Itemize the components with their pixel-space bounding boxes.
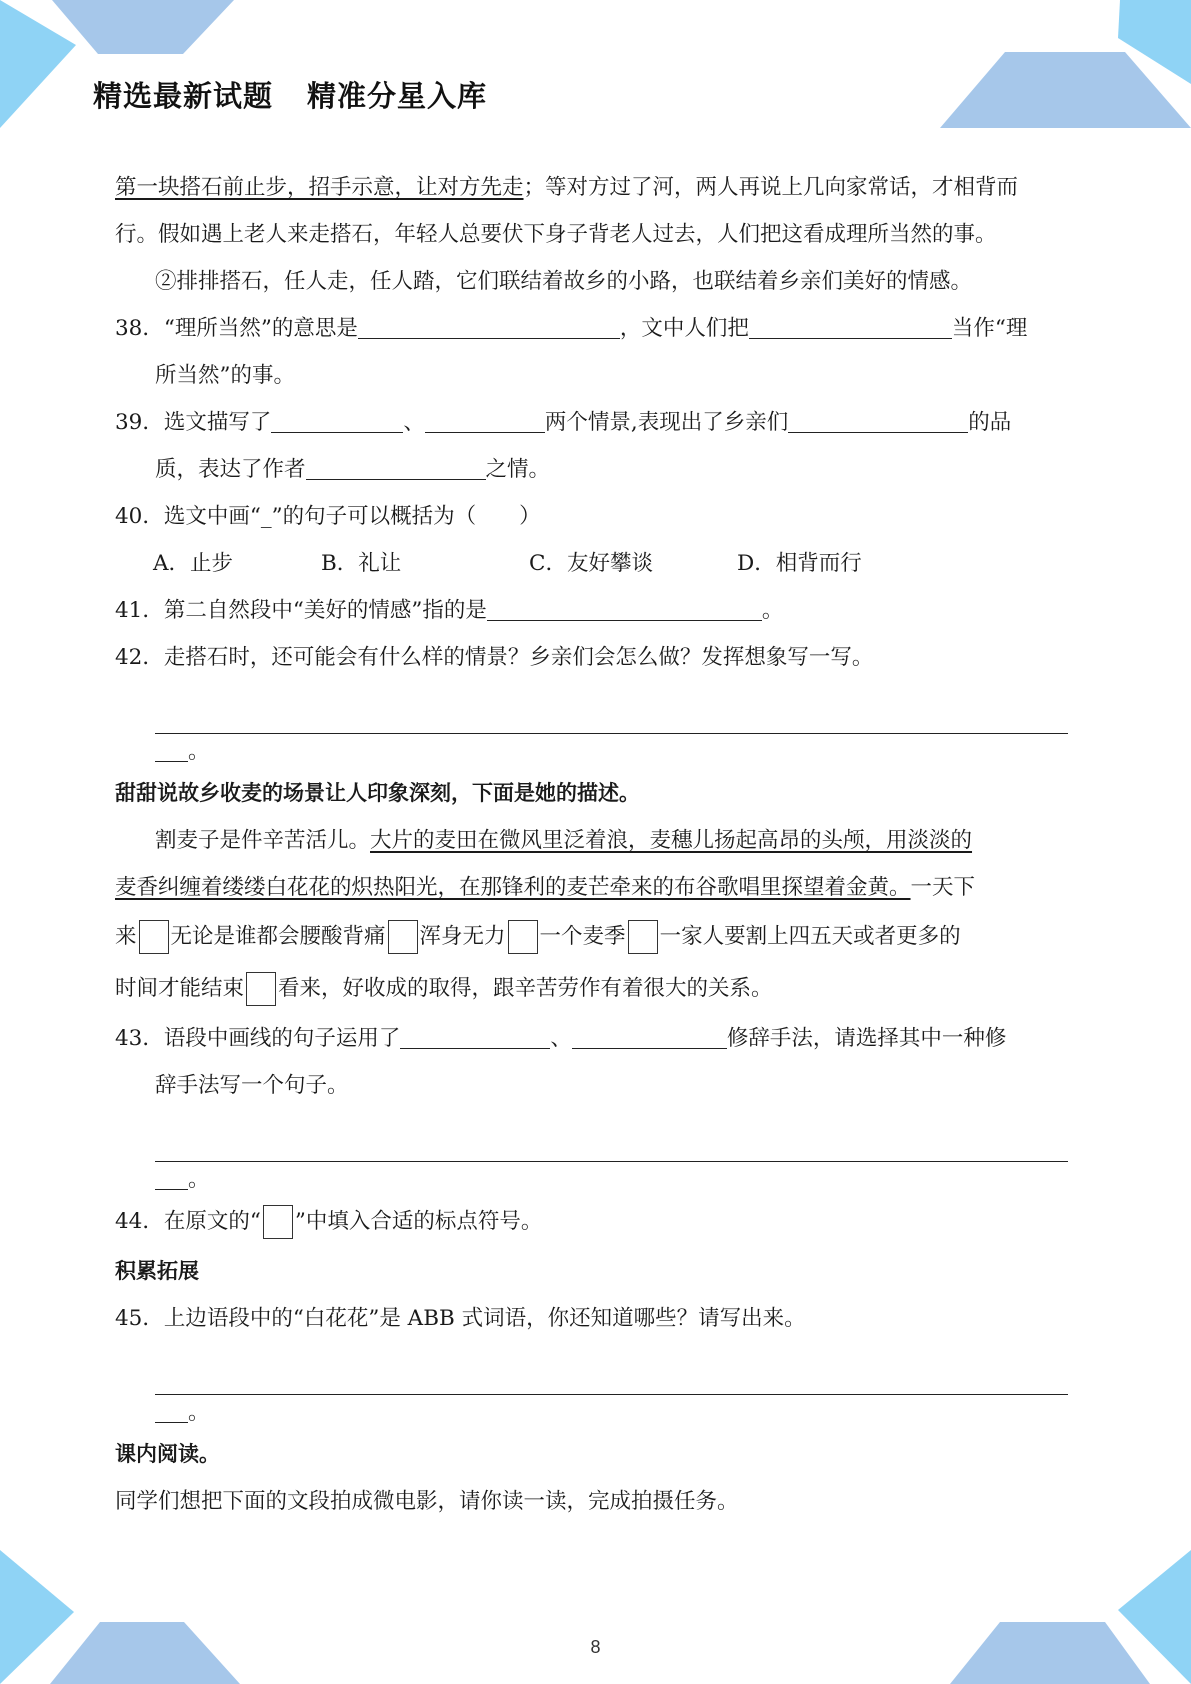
answer-line-end: 。 — [115, 734, 1075, 764]
answer-blank[interactable] — [788, 408, 968, 433]
answer-line-end: 。 — [115, 1395, 1075, 1425]
page-content — [115, 164, 1075, 1525]
section-title-4: 课内阅读。 — [115, 1442, 220, 1466]
underlined-sentence: 第一块搭石前止步，招手示意，让对方先走 — [115, 175, 524, 200]
answer-line[interactable] — [155, 1342, 1068, 1395]
answer-line-end: 。 — [115, 1162, 1075, 1192]
punctuation-box[interactable] — [246, 972, 276, 1006]
answer-line[interactable] — [155, 681, 1068, 734]
top-right-trapezoid — [940, 52, 1191, 128]
option-a[interactable]: A．止步 — [153, 551, 234, 576]
passage2-line2: 麦香纠缠着缕缕白花花的炽热阳光，在那锋利的麦芒牵来的布谷歌唱里探望着金黄。一天下 — [115, 875, 976, 900]
underlined-sentence: 麦香纠缠着缕缕白花花的炽热阳光，在那锋利的麦芒牵来的布谷歌唱里探望着金黄。 — [115, 875, 911, 900]
passage1-line3: ②排排搭石，任人走，任人踏，它们联结着故乡的小路，也联结着乡亲们美好的情感。 — [155, 269, 973, 294]
answer-blank[interactable] — [155, 1165, 188, 1190]
intro-text: 同学们想把下面的文段拍成微电影，请你读一读，完成拍摄任务。 — [115, 1489, 739, 1514]
page-header — [93, 74, 487, 115]
section-title-2: 甜甜说故乡收麦的场景让人印象深刻，下面是她的描述。 — [115, 781, 640, 805]
question-43: 43．语段中画线的句子运用了 、 修辞手法，请选择其中一种修 — [115, 1026, 1007, 1051]
option-d[interactable]: D．相背而行 — [737, 551, 862, 576]
punctuation-box[interactable] — [388, 920, 418, 954]
option-c[interactable]: C．友好攀谈 — [529, 551, 653, 576]
question-42: 42．走搭石时，还可能会有什么样的情景？乡亲们会怎么做？发挥想象写一写。 — [115, 645, 874, 670]
answer-blank[interactable] — [358, 314, 620, 339]
top-left-triangle — [0, 0, 76, 128]
question-44: 44．在原文的“ ”中填入合适的标点符号。 — [115, 1196, 1075, 1248]
question-41: 41．第二自然段中“美好的情感”指的是 。 — [115, 598, 784, 623]
answer-blank[interactable] — [749, 314, 952, 339]
question-38: 38．“理所当然”的意思是 ，文中人们把 当作“理 — [115, 316, 1028, 341]
question-39: 39．选文描写了 、 两个情景,表现出了乡亲们 的品 — [115, 410, 1012, 435]
question-45: 45．上边语段中的“白花花”是 ABB 式词语，你还知道哪些？请写出来。 — [115, 1306, 806, 1331]
page-number: 8 — [590, 1637, 601, 1657]
question-40-options — [115, 540, 1075, 587]
underlined-sentence: 大片的麦田在微风里泛着浪，麦穗儿扬起高昂的头颅，用淡淡的 — [370, 828, 973, 853]
answer-blank[interactable] — [271, 408, 403, 433]
punctuation-box[interactable] — [263, 1205, 293, 1239]
option-b[interactable]: B．礼让 — [321, 551, 402, 576]
question-38-cont: 所当然”的事。 — [155, 363, 295, 388]
passage2-line4: 时间才能结束 看来，好收成的取得，跟辛苦劳作有着很大的关系。 — [115, 963, 1075, 1015]
answer-line[interactable] — [155, 1109, 1068, 1162]
punctuation-box[interactable] — [139, 920, 169, 954]
section-title-3: 积累拓展 — [115, 1259, 199, 1283]
passage1-line2: 行。假如遇上老人来走搭石，年轻人总要伏下身子背老人过去，人们把这看成理所当然的事。 — [115, 222, 997, 247]
passage2-line3: 来 无论是谁都会腰酸背痛 浑身无力 一个麦季 一家人要割上四五天或者更多的 — [115, 911, 1075, 963]
passage1-line1: 第一块搭石前止步，招手示意，让对方先走；等对方过了河，两人再说上几向家常话，才相背而 — [115, 175, 1019, 200]
answer-blank[interactable] — [306, 455, 486, 480]
question-39-cont: 质，表达了作者 之情。 — [155, 457, 551, 482]
header-left: 精选最新试题 — [93, 79, 274, 113]
answer-blank[interactable] — [400, 1024, 550, 1049]
answer-blank[interactable] — [572, 1024, 727, 1049]
bottom-left-triangle — [0, 1550, 74, 1684]
passage2-line1: 割麦子是件辛苦活儿。大片的麦田在微风里泛着浪，麦穗儿扬起高昂的头颅，用淡淡的 — [155, 828, 973, 853]
punctuation-box[interactable] — [628, 920, 658, 954]
answer-blank[interactable] — [487, 596, 762, 621]
punctuation-box[interactable] — [508, 920, 538, 954]
answer-blank[interactable] — [155, 737, 188, 762]
answer-blank[interactable] — [155, 1398, 188, 1423]
question-40: 40．选文中画“_”的句子可以概括为（ ） — [115, 504, 541, 529]
header-right: 精准分星入库 — [307, 79, 488, 113]
top-left-trapezoid — [52, 0, 234, 54]
question-43-cont: 辞手法写一个句子。 — [155, 1073, 349, 1098]
answer-blank[interactable] — [425, 408, 545, 433]
